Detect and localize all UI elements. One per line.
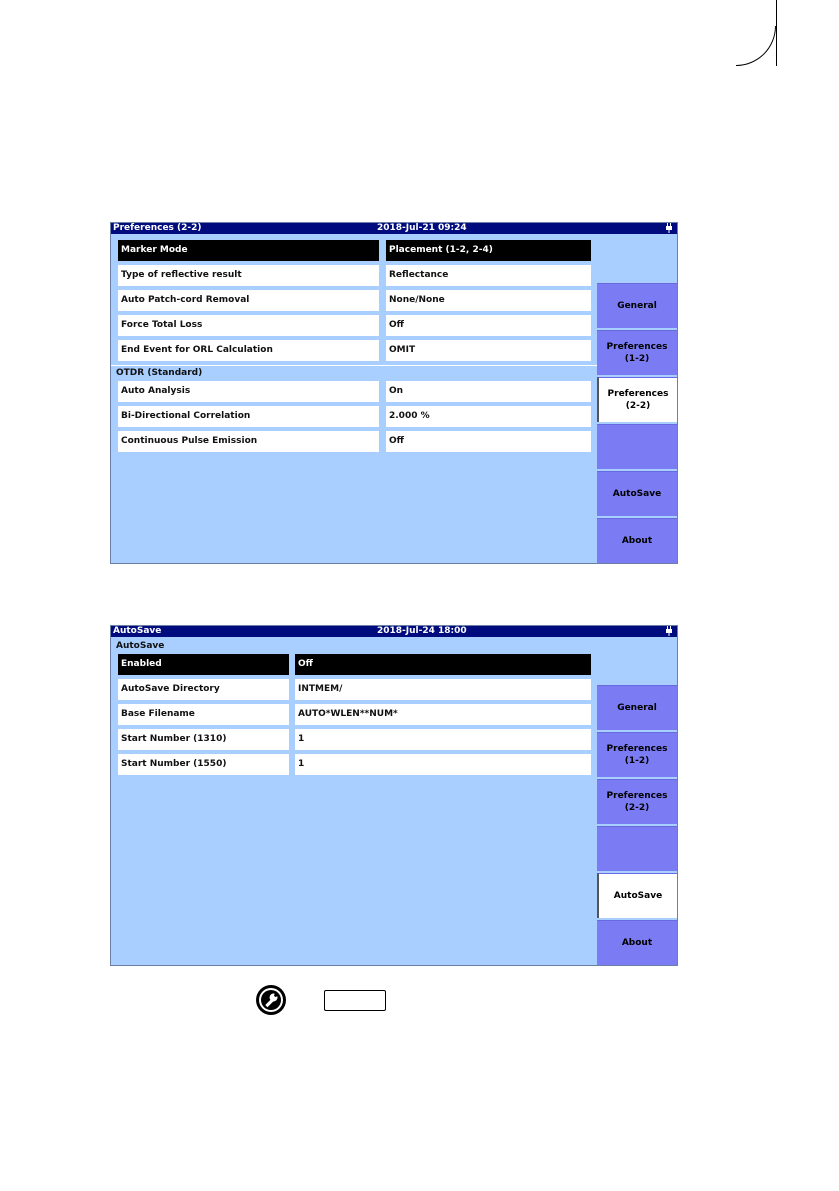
setting-label: Continuous Pulse Emission bbox=[118, 431, 379, 452]
side-menu-sublabel: (1-2) bbox=[624, 354, 650, 364]
side-menu-sublabel: (1-2) bbox=[624, 756, 650, 766]
page-edge-arc bbox=[736, 26, 776, 66]
setting-row-start-1310[interactable] bbox=[118, 729, 598, 750]
side-menu-preferences-1-2[interactable] bbox=[597, 732, 677, 777]
plug-icon bbox=[665, 626, 673, 636]
setting-label: Type of reflective result bbox=[118, 265, 379, 286]
setting-label: Marker Mode bbox=[118, 240, 379, 261]
side-menu-preferences-1-2[interactable] bbox=[597, 330, 677, 375]
setting-row-patch-cord[interactable] bbox=[118, 290, 598, 311]
setting-value[interactable]: Off bbox=[386, 315, 591, 336]
side-menu-label: General bbox=[617, 703, 657, 713]
setting-value[interactable]: Placement (1-2, 2-4) bbox=[386, 240, 591, 261]
side-menu-label: About bbox=[621, 938, 653, 948]
setting-row-enabled[interactable] bbox=[118, 654, 598, 675]
side-menu-label: Preferences bbox=[606, 791, 668, 801]
side-menu-blank bbox=[597, 235, 677, 280]
title-bar bbox=[111, 626, 677, 637]
setting-row-continuous-pulse[interactable] bbox=[118, 431, 598, 452]
setting-label: End Event for ORL Calculation bbox=[118, 340, 379, 361]
setting-label: Start Number (1550) bbox=[118, 754, 289, 775]
side-menu-about[interactable] bbox=[597, 518, 677, 563]
setting-value[interactable]: Off bbox=[295, 654, 591, 675]
side-menu-sublabel: (2-2) bbox=[624, 803, 650, 813]
side-menu-label: AutoSave bbox=[612, 489, 662, 499]
side-menu-label: About bbox=[621, 536, 653, 546]
side-menu-blank bbox=[597, 638, 677, 683]
setting-row-start-1550[interactable] bbox=[118, 754, 598, 775]
setting-row-base-filename[interactable] bbox=[118, 704, 598, 725]
side-menu-label: AutoSave bbox=[613, 891, 663, 901]
side-menu-autosave[interactable] bbox=[597, 873, 677, 918]
side-menu-empty bbox=[597, 424, 677, 469]
setting-label: AutoSave Directory bbox=[118, 679, 289, 700]
setting-label: Auto Analysis bbox=[118, 381, 379, 402]
side-menu-empty bbox=[597, 826, 677, 871]
side-menu-about[interactable] bbox=[597, 920, 677, 965]
page-edge-line bbox=[776, 0, 777, 66]
setting-row-marker-mode[interactable] bbox=[118, 240, 598, 261]
side-menu-label: General bbox=[617, 301, 657, 311]
setting-label: Base Filename bbox=[118, 704, 289, 725]
wrench-key-core bbox=[261, 990, 281, 1010]
setting-label: Auto Patch-cord Removal bbox=[118, 290, 379, 311]
side-menu-preferences-2-2[interactable] bbox=[597, 779, 677, 824]
window-title: AutoSave bbox=[113, 626, 162, 636]
setting-label: Force Total Loss bbox=[118, 315, 379, 336]
section-divider bbox=[111, 365, 597, 366]
setting-value[interactable]: Reflectance bbox=[386, 265, 591, 286]
setting-value[interactable]: OMIT bbox=[386, 340, 591, 361]
side-menu-label: Preferences bbox=[606, 342, 668, 352]
side-menu-general[interactable] bbox=[597, 283, 677, 328]
side-menu bbox=[597, 235, 677, 563]
autosave-screen bbox=[110, 625, 678, 966]
datetime: 2018-Jul-24 18:00 bbox=[377, 626, 467, 636]
setting-label: Start Number (1310) bbox=[118, 729, 289, 750]
hard-key-button[interactable] bbox=[324, 990, 386, 1011]
wrench-key-icon bbox=[256, 985, 286, 1015]
side-menu-label: Preferences bbox=[607, 389, 669, 399]
datetime: 2018-Jul-21 09:24 bbox=[377, 223, 467, 233]
setting-value[interactable]: 1 bbox=[295, 754, 591, 775]
setting-row-directory[interactable] bbox=[118, 679, 598, 700]
side-menu-general[interactable] bbox=[597, 685, 677, 730]
setting-row-end-event[interactable] bbox=[118, 340, 598, 361]
settings-panel bbox=[111, 235, 597, 563]
setting-value[interactable]: 2.000 % bbox=[386, 406, 591, 427]
setting-value[interactable]: AUTO*WLEN**NUM* bbox=[295, 704, 591, 725]
setting-value[interactable]: INTMEM/ bbox=[295, 679, 591, 700]
side-menu-autosave[interactable] bbox=[597, 471, 677, 516]
settings-panel bbox=[111, 638, 597, 965]
wrench-icon bbox=[261, 990, 281, 1010]
side-menu-preferences-2-2[interactable] bbox=[597, 377, 677, 422]
side-menu-label: Preferences bbox=[606, 744, 668, 754]
side-menu-sublabel: (2-2) bbox=[625, 401, 651, 411]
setting-value[interactable]: Off bbox=[386, 431, 591, 452]
setting-row-bidirectional[interactable] bbox=[118, 406, 598, 427]
setting-row-reflective-result[interactable] bbox=[118, 265, 598, 286]
setting-label: Enabled bbox=[118, 654, 289, 675]
section-header: AutoSave bbox=[116, 641, 165, 651]
window-title: Preferences (2-2) bbox=[113, 223, 202, 233]
preferences-screen bbox=[110, 222, 678, 564]
section-header: OTDR (Standard) bbox=[116, 368, 203, 378]
plug-icon bbox=[665, 223, 673, 233]
setting-value[interactable]: On bbox=[386, 381, 591, 402]
setting-row-force-total-loss[interactable] bbox=[118, 315, 598, 336]
setting-value[interactable]: None/None bbox=[386, 290, 591, 311]
title-bar bbox=[111, 223, 677, 234]
setting-label: Bi-Directional Correlation bbox=[118, 406, 379, 427]
side-menu bbox=[597, 638, 677, 965]
setting-row-auto-analysis[interactable] bbox=[118, 381, 598, 402]
setting-value[interactable]: 1 bbox=[295, 729, 591, 750]
